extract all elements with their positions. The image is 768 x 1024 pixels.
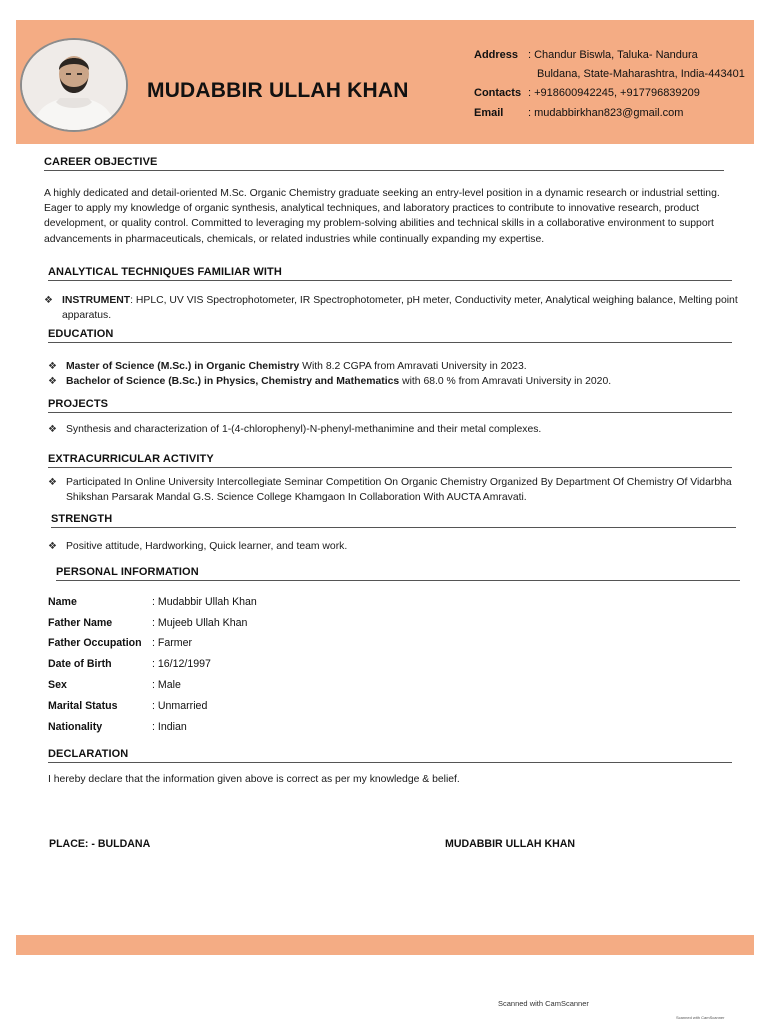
personal-info-title: PERSONAL INFORMATION: [56, 566, 740, 581]
candidate-name: MUDABBIR ULLAH KHAN: [147, 79, 409, 102]
education-degree: Master of Science (M.Sc.) in Organic Chemistry: [66, 361, 300, 372]
email-value: : mudabbirkhan823@gmail.com: [528, 107, 684, 119]
extracurricular-title: EXTRACURRICULAR ACTIVITY: [48, 453, 732, 468]
info-value: : Mudabbir Ullah Khan: [152, 596, 257, 608]
info-value: : Mujeeb Ullah Khan: [152, 617, 248, 629]
info-label: Name: [48, 596, 77, 608]
project-text: Synthesis and characterization of 1-(4-chlorophenyl)-N-phenyl-methanimine and their metal complexes.: [66, 424, 542, 435]
education-title: EDUCATION: [48, 328, 732, 343]
contacts-label: Contacts: [474, 87, 522, 99]
career-objective-text: A highly dedicated and detail-oriented M.Sc. Organic Chemistry graduate seeking an entry-level position in a dynamic research or industrial setting. Eager to apply my knowledge of organic synthesis, analytical techniques, and laboratory practices to contribute to innovative research, product development, or quality control. Committed to leveraging my problem-solving abilities and technical skills in a collaborative environment to support advancements in pharmaceuticals, chemicals, or related industries while continually expanding my expertise.: [44, 188, 720, 245]
declaration-title: DECLARATION: [48, 748, 732, 763]
education-degree: Bachelor of Science (B.Sc.) in Physics, Chemistry and Mathematics: [66, 376, 400, 387]
info-label: Nationality: [48, 721, 103, 733]
career-objective-title: CAREER OBJECTIVE: [44, 156, 724, 171]
footer-band: [16, 935, 754, 955]
scanner-watermark: Scanned with CamScanner: [498, 999, 589, 1008]
strength-text: Positive attitude, Hardworking, Quick learner, and team work.: [66, 541, 348, 552]
education-item: [46, 359, 756, 374]
projects-title: PROJECTS: [48, 398, 732, 413]
education-item: [46, 374, 756, 389]
instrument-label: INSTRUMENT: [62, 295, 131, 306]
info-value: : Farmer: [152, 637, 193, 649]
strength-title: STRENGTH: [51, 513, 736, 528]
diamond-bullet-icon: ❖: [48, 477, 57, 488]
analytical-title: ANALYTICAL TECHNIQUES FAMILIAR WITH: [48, 266, 732, 281]
email-label: Email: [474, 107, 504, 119]
education-detail: With 8.2 CGPA from Amravati University in 2023.: [299, 361, 527, 372]
place-text: PLACE: - BULDANA: [49, 838, 151, 850]
info-value: : Unmarried: [152, 700, 208, 712]
diamond-bullet-icon: ❖: [44, 295, 53, 306]
declaration-text: I hereby declare that the information given above is correct as per my knowledge & belief.: [48, 774, 460, 785]
address-line-2: Buldana, State-Maharashtra, India-443401: [537, 68, 745, 80]
address-label: Address: [474, 49, 519, 61]
extracurricular-item: [46, 475, 756, 505]
instrument-text: : HPLC, UV VIS Spectrophotometer, IR Spectrophotometer, pH meter, Conductivity meter, Analytical weighing balance, Melting point apparatus.: [62, 295, 738, 321]
info-label: Sex: [48, 679, 67, 691]
info-label: Date of Birth: [48, 658, 112, 670]
project-item: [46, 422, 756, 437]
info-value: : 16/12/1997: [152, 658, 211, 670]
diamond-bullet-icon: ❖: [48, 424, 57, 435]
instrument-item: [42, 293, 754, 323]
address-line-1: : Chandur Biswla, Taluka- Nandura: [528, 49, 698, 61]
info-label: Father Name: [48, 617, 113, 629]
diamond-bullet-icon: ❖: [48, 541, 57, 552]
info-value: : Indian: [152, 721, 187, 733]
avatar: [20, 38, 128, 132]
contacts-value: : +918600942245, +917796839209: [528, 87, 700, 99]
scanner-watermark-small: Scanned with CamScanner: [676, 1015, 725, 1020]
diamond-bullet-icon: ❖: [48, 376, 57, 387]
info-label: Father Occupation: [48, 637, 142, 649]
info-value: : Male: [152, 679, 181, 691]
signature-name: MUDABBIR ULLAH KHAN: [445, 838, 576, 850]
strength-item: [46, 539, 756, 554]
education-detail: with 68.0 % from Amravati University in 2020.: [399, 376, 612, 387]
extracurricular-text: Participated In Online University Intercollegiate Seminar Competition On Organic Chemistry Organized By Department Of Chemistry Of Vidarbha Shikshan Parsarak Mandal G.S. Science College Khamgaon In Collaboration With AUCTA Amravati.: [66, 477, 732, 503]
profile-photo: [22, 40, 126, 130]
info-label: Marital Status: [48, 700, 118, 712]
diamond-bullet-icon: ❖: [48, 361, 57, 372]
